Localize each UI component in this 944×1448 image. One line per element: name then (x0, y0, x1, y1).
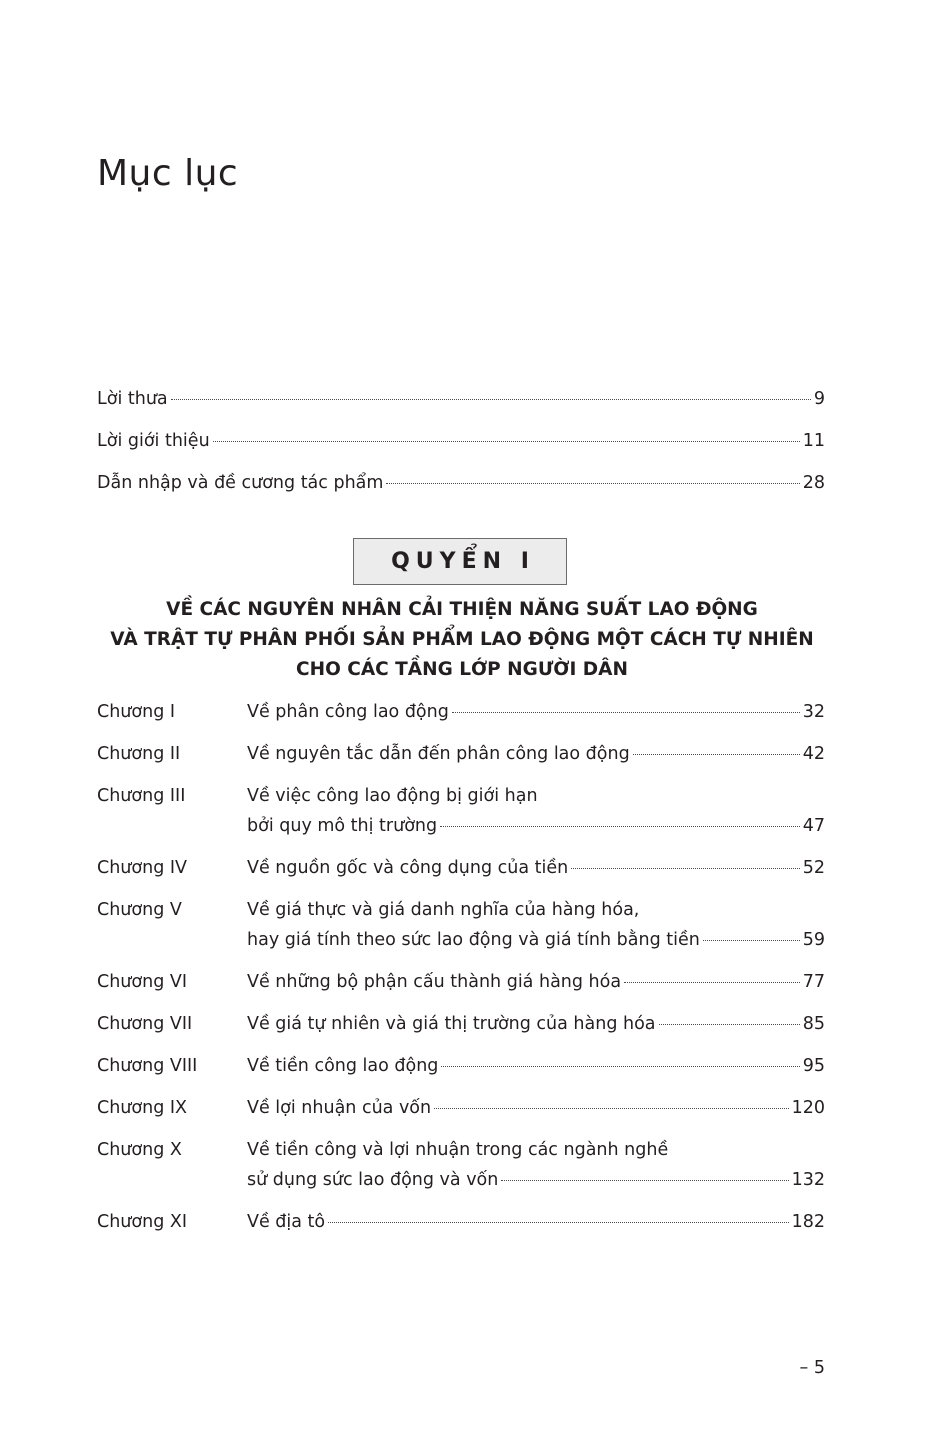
chapter-title-line: hay giá tính theo sức lao động và giá tính bằng tiền (247, 930, 700, 950)
dot-leader (213, 441, 800, 442)
dot-leader (452, 712, 800, 713)
chapter-title-with-page (247, 967, 825, 997)
chapter-title-with-page (247, 1051, 825, 1081)
chapter-title-with-page (247, 1165, 825, 1195)
chapter-title-with-page (247, 853, 825, 883)
dot-leader (440, 826, 800, 827)
chapter-title-block (247, 781, 825, 841)
chapter-title-line: bởi quy mô thị trường (247, 816, 438, 836)
chapter-number: Chương IX (97, 1098, 188, 1118)
chapter-title-with-page (247, 697, 825, 727)
chapter-number: Chương XI (97, 1212, 188, 1232)
chapter-title-with-page (247, 1093, 825, 1123)
chapter-title-block (247, 1009, 825, 1039)
chapter-page: 59 (802, 930, 825, 950)
dot-leader (328, 1222, 788, 1223)
chapter-number: Chương VII (97, 1014, 193, 1034)
toc-entry-page: 28 (802, 473, 825, 493)
chapter-title-block (247, 895, 825, 955)
chapter-page: 120 (791, 1098, 825, 1118)
chapter-entry[interactable] (97, 1051, 825, 1081)
book-subtitle-line: VỀ CÁC NGUYÊN NHÂN CẢI THIỆN NĂNG SUẤT LAO ĐỘNG (166, 599, 758, 620)
chapter-title-line: Về tiền công lao động (247, 1056, 439, 1076)
chapter-entry[interactable] (97, 967, 825, 997)
chapter-page: 47 (802, 816, 825, 836)
chapter-entry[interactable] (97, 895, 825, 955)
chapter-page: 182 (791, 1212, 825, 1232)
toc-entry-outline[interactable] (97, 468, 825, 510)
chapter-title-with-page (247, 1009, 825, 1039)
chapter-title-line: Về nguyên tắc dẫn đến phân công lao động (247, 744, 630, 764)
toc-entry-label: Lời giới thiệu (97, 431, 210, 451)
book-subtitle-line: VÀ TRẬT TỰ PHÂN PHỐI SẢN PHẨM LAO ĐỘNG MỘT CÁCH TỰ NHIÊN (110, 629, 814, 650)
chapter-title-with-page (247, 1207, 825, 1237)
chapter-number: Chương X (97, 1140, 182, 1160)
book-subtitle (80, 595, 844, 685)
dot-leader (659, 1024, 800, 1025)
chapter-entry[interactable] (97, 1207, 825, 1237)
chapter-title-line: Về nguồn gốc và công dụng của tiền (247, 858, 569, 878)
dot-leader (501, 1180, 788, 1181)
page-title: Mục lục (97, 153, 239, 194)
chapter-number: Chương III (97, 786, 186, 806)
chapter-title-block (247, 1207, 825, 1237)
chapter-number: Chương II (97, 744, 181, 764)
chapter-title-line: Về tiền công và lợi nhuận trong các ngành nghề (247, 1140, 669, 1160)
chapter-page: 52 (802, 858, 825, 878)
book-label: QUYỂN I (391, 549, 535, 574)
chapter-number: Chương IV (97, 858, 188, 878)
chapter-number: Chương I (97, 702, 176, 722)
toc-entry-page: 11 (802, 431, 825, 451)
book-subtitle-line: CHO CÁC TẦNG LỚP NGƯỜI DÂN (296, 659, 628, 680)
chapter-title-line: Về lợi nhuận của vốn (247, 1098, 432, 1118)
toc-entry-label: Lời thưa (97, 389, 168, 409)
chapter-page: 85 (802, 1014, 825, 1034)
dot-leader (386, 483, 799, 484)
toc-entry-introduction[interactable] (97, 426, 825, 468)
chapter-title-line: Về giá tự nhiên và giá thị trường của hàng hóa (247, 1014, 656, 1034)
dot-leader (441, 1066, 799, 1067)
chapter-title-block (247, 1051, 825, 1081)
chapter-title-block (247, 739, 825, 769)
chapter-number: Chương VIII (97, 1056, 198, 1076)
dot-leader (624, 982, 800, 983)
chapter-page: 132 (791, 1170, 825, 1190)
toc-entry-page: 9 (813, 389, 825, 409)
chapter-entry[interactable] (97, 853, 825, 883)
chapter-title-block (247, 1135, 825, 1195)
dot-leader (703, 940, 800, 941)
chapter-title-block (247, 853, 825, 883)
toc-entry-label: Dẫn nhập và đề cương tác phẩm (97, 473, 384, 493)
book-label-box (353, 538, 567, 585)
dot-leader (171, 399, 811, 400)
chapter-title-line: Về việc công lao động bị giới hạn (247, 786, 538, 806)
chapter-number: Chương V (97, 900, 182, 920)
chapter-number: Chương VI (97, 972, 188, 992)
chapter-entry[interactable] (97, 697, 825, 727)
chapter-title-line: Về giá thực và giá danh nghĩa của hàng hóa, (247, 900, 640, 920)
chapter-page: 95 (802, 1056, 825, 1076)
chapter-title-block (247, 697, 825, 727)
chapter-entry[interactable] (97, 1093, 825, 1123)
chapter-title-block (247, 1093, 825, 1123)
chapter-title-line: Về địa tô (247, 1212, 326, 1232)
front-matter-list (97, 384, 825, 510)
chapter-title-with-page (247, 925, 825, 955)
chapter-title-block (247, 967, 825, 997)
chapter-title-line: Về phân công lao động (247, 702, 449, 722)
page-number: – 5 (799, 1358, 825, 1378)
chapter-page: 32 (802, 702, 825, 722)
dot-leader (434, 1108, 788, 1109)
chapter-title-with-page (247, 811, 825, 841)
chapter-entry[interactable] (97, 1009, 825, 1039)
chapter-list (97, 697, 825, 1249)
dot-leader (571, 868, 799, 869)
chapter-title-with-page (247, 739, 825, 769)
chapter-page: 42 (802, 744, 825, 764)
chapter-title-line: Về những bộ phận cấu thành giá hàng hóa (247, 972, 622, 992)
chapter-title-line: sử dụng sức lao động và vốn (247, 1170, 499, 1190)
chapter-entry[interactable] (97, 781, 825, 841)
chapter-entry[interactable] (97, 739, 825, 769)
chapter-entry[interactable] (97, 1135, 825, 1195)
dot-leader (633, 754, 800, 755)
chapter-page: 77 (802, 972, 825, 992)
toc-entry-preface[interactable] (97, 384, 825, 426)
